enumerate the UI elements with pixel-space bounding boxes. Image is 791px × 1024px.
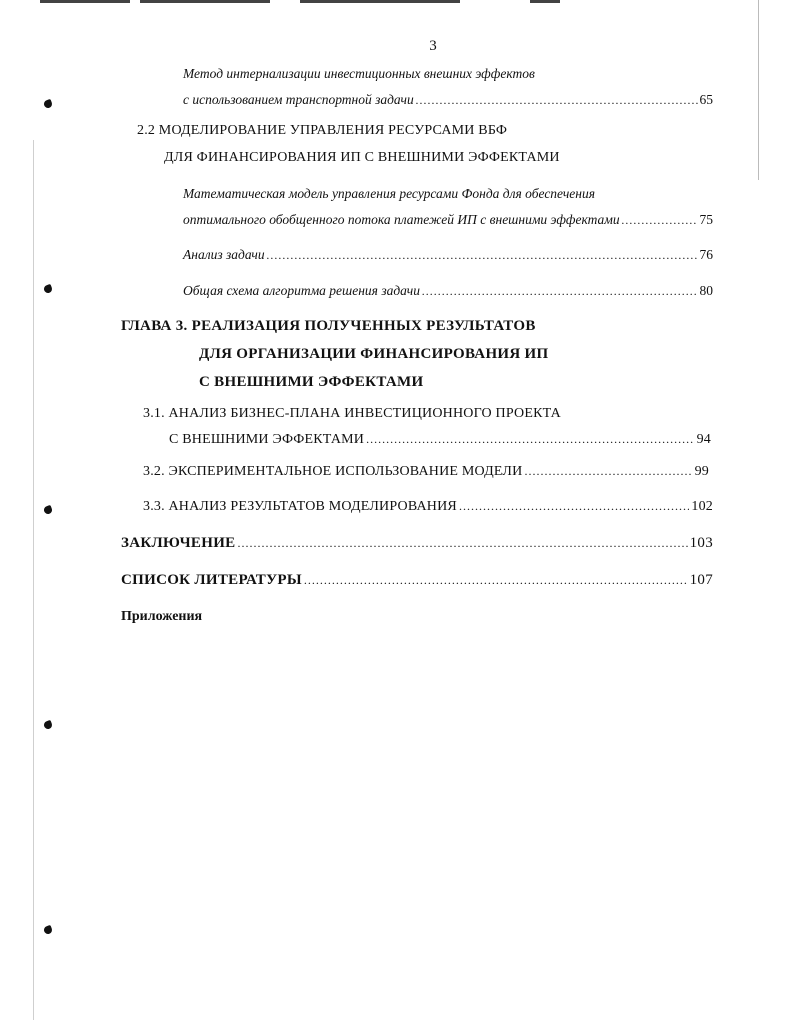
toc-page-number: 75 <box>699 212 713 227</box>
scan-edge-line <box>40 0 760 3</box>
toc-chapter-3-line2: ДЛЯ ОРГАНИЗАЦИИ ФИНАНСИРОВАНИЯ ИП <box>199 346 549 362</box>
toc-leader-dots <box>267 248 698 263</box>
toc-subsection-method-line1: Метод интернализации инвестиционных внешних эффектов <box>183 66 535 81</box>
toc-entry-method[interactable] <box>183 92 713 108</box>
toc-entry-references[interactable] <box>121 572 713 589</box>
toc-page-number: 65 <box>699 92 713 107</box>
toc-entry-label: оптимального обобщенного потока платежей ИП с внешними эффектами <box>183 212 620 227</box>
page-number: 3 <box>429 38 437 54</box>
toc-entry-label: с использованием транспортной задачи <box>183 92 414 107</box>
toc-entry-section-3-1[interactable] <box>169 432 711 448</box>
toc-section-2-2-line1[interactable]: 2.2 МОДЕЛИРОВАНИЕ УПРАВЛЕНИЯ РЕСУРСАМИ ВБФ <box>137 123 508 138</box>
toc-leader-dots <box>416 93 698 108</box>
toc-entry-label: 3.2. ЭКСПЕРИМЕНТАЛЬНОЕ ИСПОЛЬЗОВАНИЕ МОДЕЛИ <box>143 464 523 479</box>
scan-margin-line <box>758 0 759 180</box>
toc-entry-analysis[interactable] <box>183 247 713 263</box>
binding-mark-icon <box>43 720 53 730</box>
toc-page-number: 76 <box>699 247 713 262</box>
toc-page-number: 102 <box>691 499 713 514</box>
toc-section-3-1-line1: 3.1. АНАЛИЗ БИЗНЕС-ПЛАНА ИНВЕСТИЦИОННОГО ПРОЕКТА <box>143 406 561 421</box>
toc-chapter-3-line3: С ВНЕШНИМИ ЭФФЕКТАМИ <box>199 374 424 390</box>
toc-leader-dots <box>622 213 698 228</box>
toc-page-number: 80 <box>699 283 713 298</box>
toc-entry-label: С ВНЕШНИМИ ЭФФЕКТАМИ <box>169 432 365 447</box>
toc-entry-conclusion[interactable] <box>121 535 713 552</box>
toc-page-number: 107 <box>689 572 713 588</box>
toc-section-2-2-line2: ДЛЯ ФИНАНСИРОВАНИЯ ИП С ВНЕШНИМИ ЭФФЕКТАМИ <box>164 150 560 165</box>
toc-subsection-model-line1: Математическая модель управления ресурсами Фонда для обеспечения <box>183 186 596 201</box>
toc-entry-label: СПИСОК ЛИТЕРАТУРЫ <box>121 572 302 588</box>
binding-mark-icon <box>43 505 53 515</box>
binding-mark-icon <box>43 925 53 935</box>
toc-leader-dots <box>422 284 698 299</box>
toc-chapter-3-line1[interactable]: ГЛАВА 3. РЕАЛИЗАЦИЯ ПОЛУЧЕННЫХ РЕЗУЛЬТАТОВ <box>121 318 536 334</box>
toc-entry-label: ЗАКЛЮЧЕНИЕ <box>121 535 236 551</box>
toc-entry-label: Анализ задачи <box>183 247 265 262</box>
toc-entry-appendices[interactable]: Приложения <box>121 609 203 624</box>
toc-entry-section-3-2[interactable] <box>143 464 709 480</box>
toc-leader-dots <box>304 573 688 588</box>
toc-entry-label: 3.3. АНАЛИЗ РЕЗУЛЬТАТОВ МОДЕЛИРОВАНИЯ <box>143 499 457 514</box>
binding-mark-icon <box>43 99 53 109</box>
toc-leader-dots <box>237 536 687 551</box>
toc-leader-dots <box>524 464 692 479</box>
binding-mark-icon <box>43 284 53 294</box>
toc-page-number: 99 <box>694 464 709 479</box>
toc-page-number: 103 <box>689 535 713 551</box>
toc-entry-model[interactable] <box>183 212 713 228</box>
toc-leader-dots <box>459 499 689 514</box>
scan-margin-line <box>33 140 34 1020</box>
toc-entry-algorithm[interactable] <box>183 283 713 299</box>
toc-entry-section-3-3[interactable] <box>143 499 713 515</box>
toc-entry-label: Общая схема алгоритма решения задачи <box>183 283 420 298</box>
toc-leader-dots <box>366 432 695 447</box>
toc-page-number: 94 <box>696 432 711 447</box>
